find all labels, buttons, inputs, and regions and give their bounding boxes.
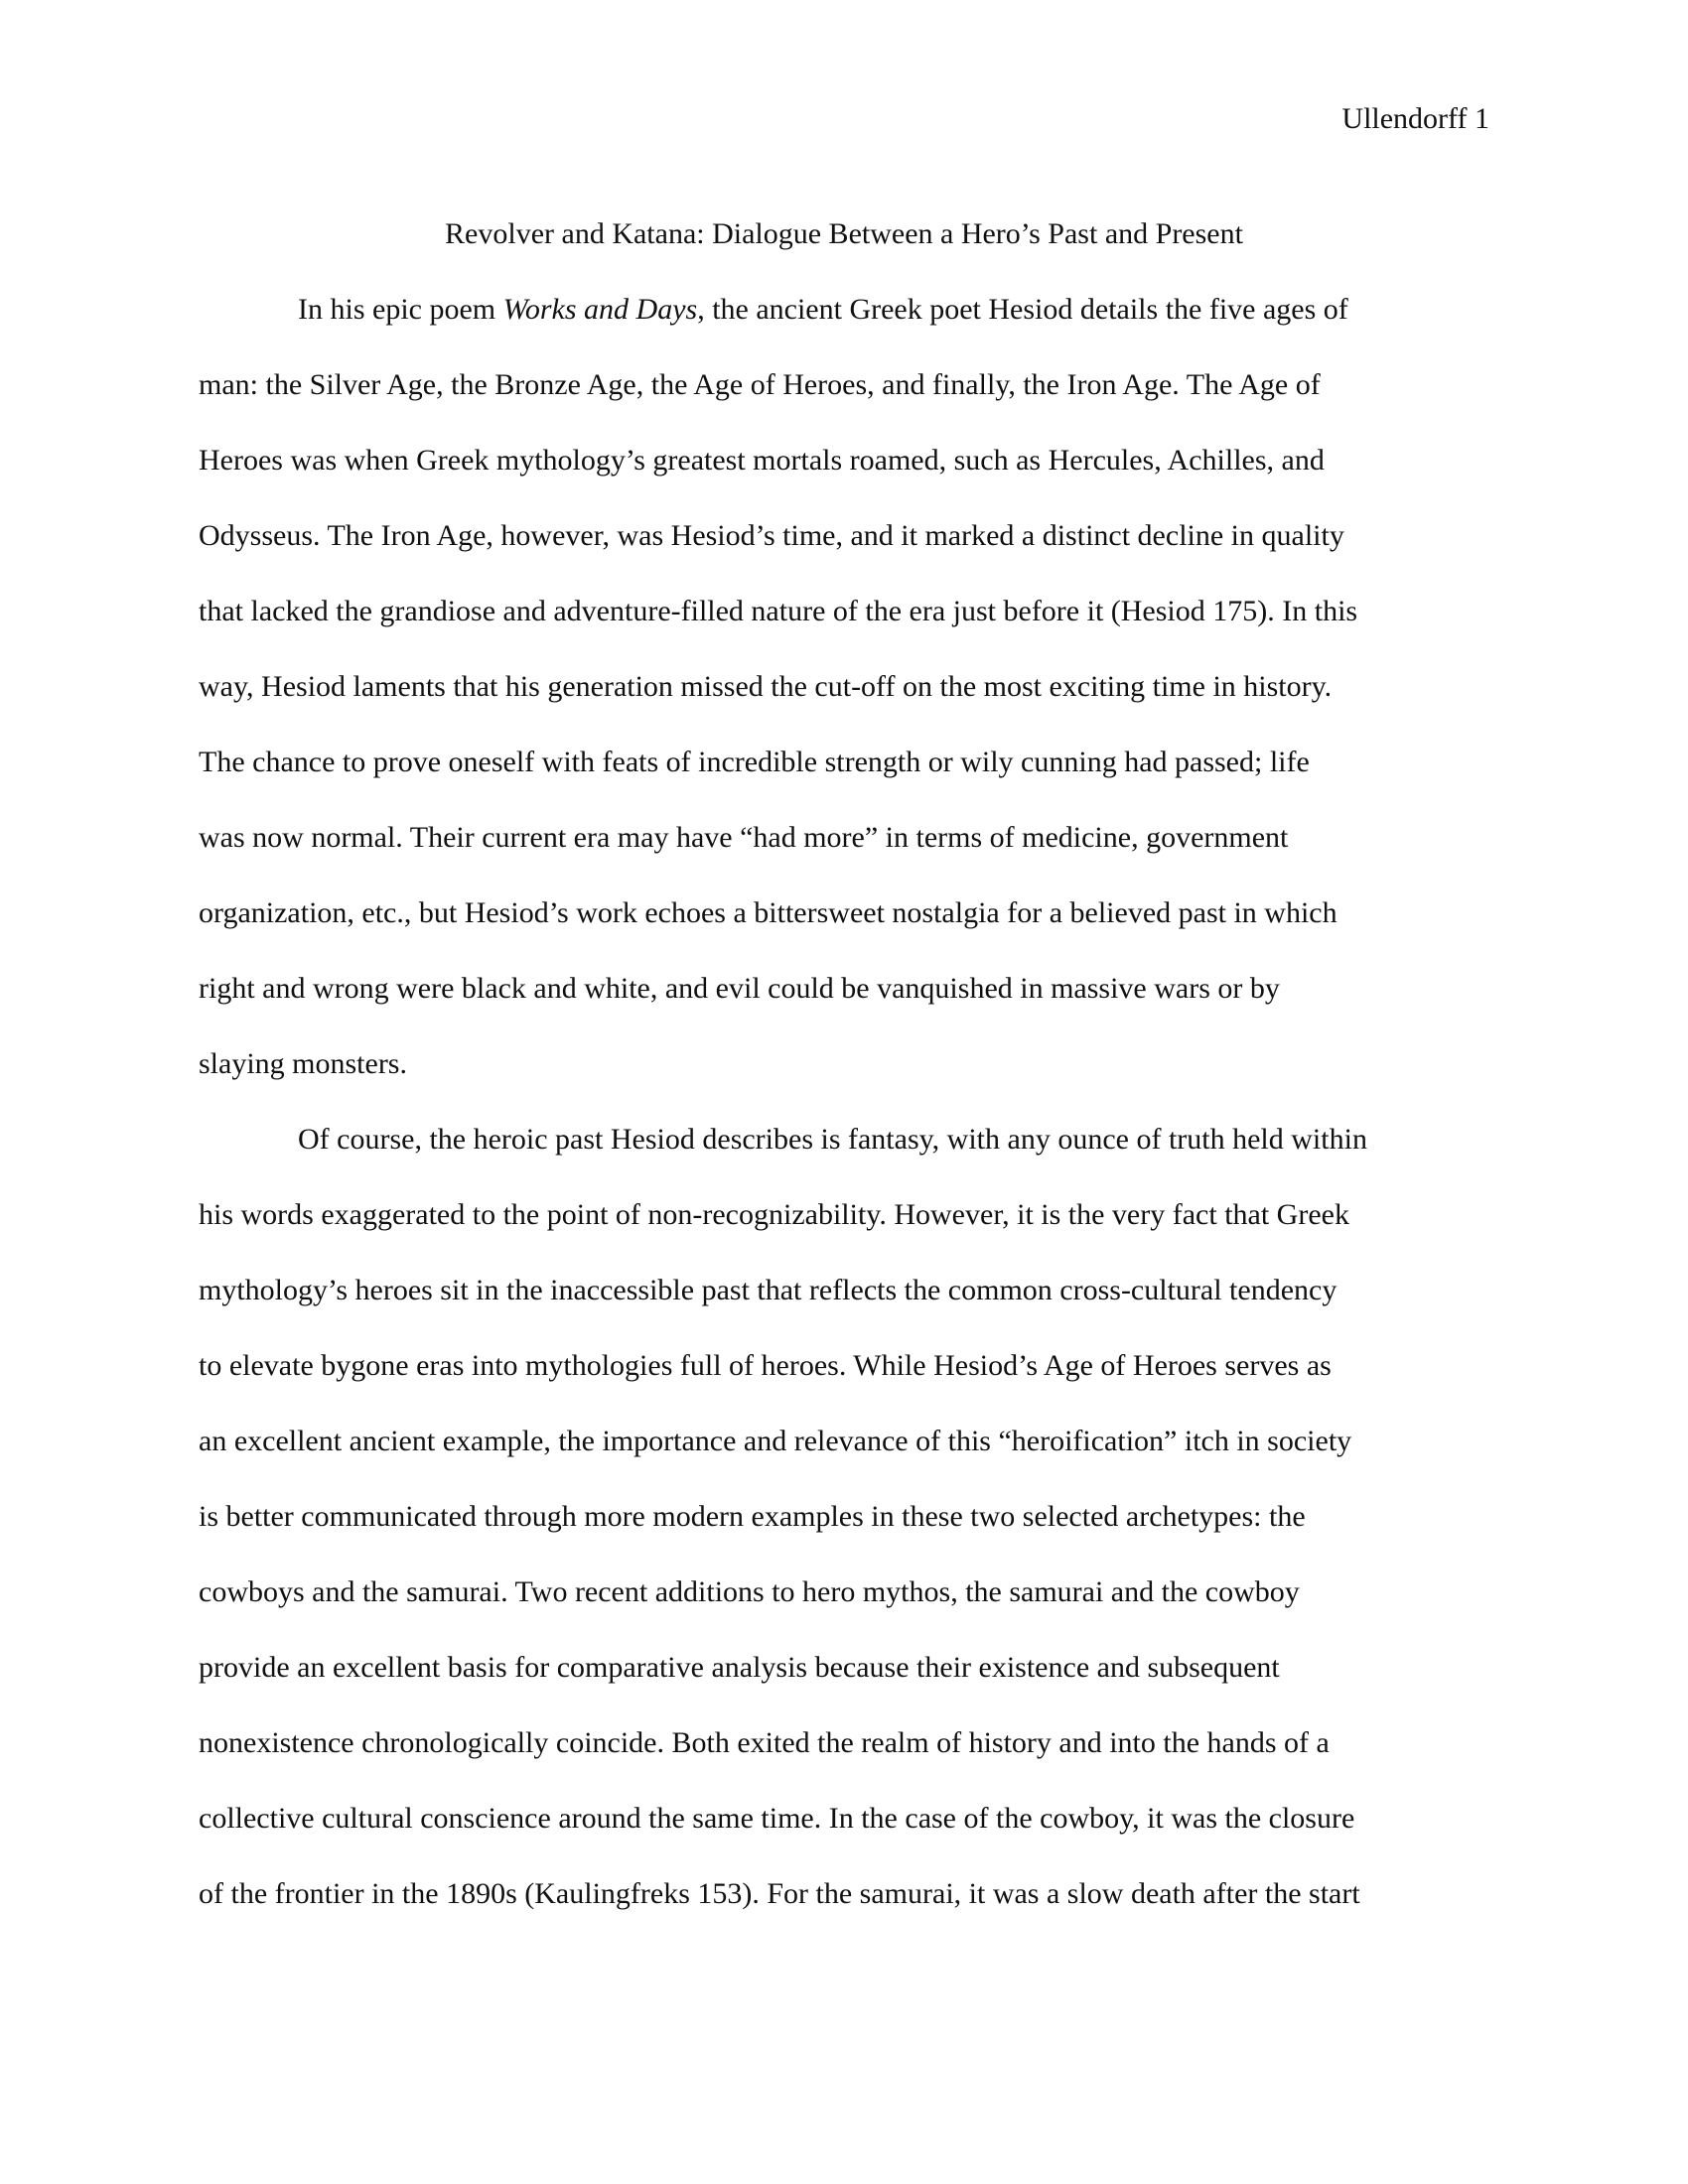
paragraph-2-line: of the frontier in the 1890s (Kaulingfreks 153). For the samurai, it was a slow death after the start (199, 1877, 1360, 1910)
paragraph-1-line: Odysseus. The Iron Age, however, was Hesiod’s time, and it marked a distinct decline in quality (199, 519, 1344, 552)
paragraph-2-line: his words exaggerated to the point of non-recognizability. However, it is the very fact that Greek (199, 1198, 1349, 1231)
paragraph-1-line (199, 272, 1489, 347)
paragraph-2-line: collective cultural conscience around the same time. In the case of the cowboy, it was the closure (199, 1802, 1355, 1835)
paragraph-1-line: was now normal. Their current era may have “had more” in terms of medicine, government (199, 821, 1289, 854)
paragraph-1-line: organization, etc., but Hesiod’s work echoes a bittersweet nostalgia for a believed past in which (199, 896, 1337, 929)
paragraph-1-line: that lacked the grandiose and adventure-filled nature of the era just before it (Hesiod 175). In this (199, 595, 1358, 627)
paragraph-2-line: Of course, the heroic past Hesiod describes is fantasy, with any ounce of truth held within (298, 1123, 1367, 1156)
paragraph-2-line: to elevate bygone eras into mythologies full of heroes. While Hesiod’s Age of Heroes serves as (199, 1349, 1332, 1382)
text-run: , the ancient Greek poet Hesiod details the five ages of (697, 293, 1348, 326)
paragraph-1-line: right and wrong were black and white, and evil could be vanquished in massive wars or by (199, 972, 1280, 1005)
paragraph-1-line: The chance to prove oneself with feats of incredible strength or wily cunning had passed; life (199, 746, 1310, 778)
paragraph-2-line: cowboys and the samurai. Two recent additions to hero mythos, the samurai and the cowboy (199, 1575, 1300, 1608)
paragraph-2-line: mythology’s heroes sit in the inaccessible past that reflects the common cross-cultural tendency (199, 1274, 1337, 1306)
paragraph-2-line: nonexistence chronologically coincide. Both exited the realm of history and into the hands of a (199, 1726, 1330, 1759)
paragraph-2-line: provide an excellent basis for comparative analysis because their existence and subsequent (199, 1651, 1280, 1684)
essay-title: Revolver and Katana: Dialogue Between a Hero’s Past and Present (445, 217, 1243, 250)
paragraph-2-line: is better communicated through more modern examples in these two selected archetypes: the (199, 1500, 1306, 1533)
paragraph-1-line: man: the Silver Age, the Bronze Age, the Age of Heroes, and finally, the Iron Age. The Age of (199, 368, 1321, 401)
paragraph-2-line: an excellent ancient example, the importance and relevance of this “heroification” itch in society (199, 1425, 1352, 1457)
paragraph-1-line: way, Hesiod laments that his generation missed the cut-off on the most exciting time in history. (199, 670, 1333, 703)
running-head: Ullendorff 1 (1341, 102, 1489, 135)
text-run: In his epic poem (298, 293, 503, 326)
italic-book-title: Works and Days (502, 293, 698, 326)
paragraph-1-line: slaying monsters. (199, 1047, 407, 1080)
paragraph-1-line: Heroes was when Greek mythology’s greatest mortals roamed, such as Hercules, Achilles, and (199, 444, 1325, 477)
document-body (199, 197, 1489, 1932)
